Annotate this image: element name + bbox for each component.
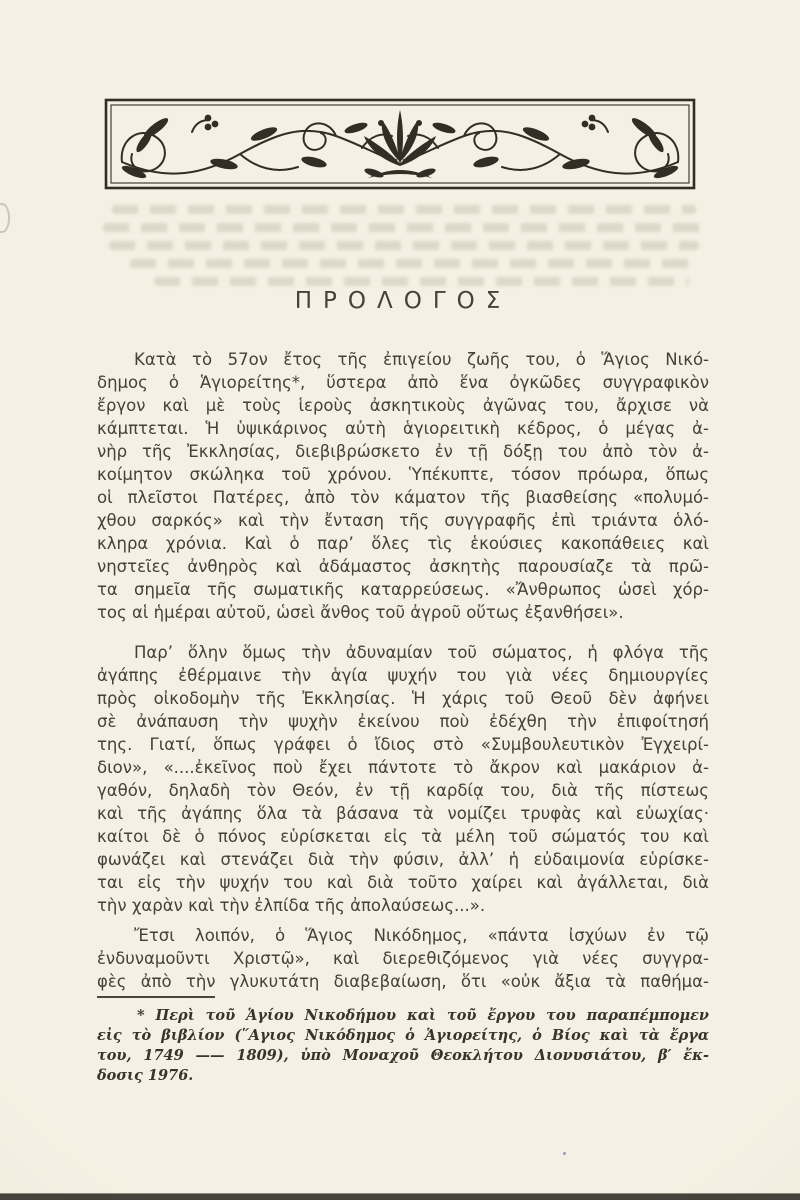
text-line: διον», «....ἐκεῖνος ποὺ ἔχει πάντοτε τὸ ἄκρον καὶ μακάριον ἀ- bbox=[97, 758, 709, 777]
text-line: κληρα χρόνια. Καὶ ὁ παρ’ ὅλες τὶς ἑκούσιες κακοπάθειες καὶ bbox=[97, 534, 709, 553]
binding-mark bbox=[0, 203, 10, 233]
text-line: σὲ ἀνάπαυση τὴν ψυχὴν ἐκείνου ποὺ ἐδέχθη τὴν ἐπιφοίτησή bbox=[97, 712, 709, 731]
showthrough-ghost-text bbox=[100, 205, 708, 297]
paragraph-1 bbox=[97, 348, 709, 624]
footnote-line: εἰς τὸ βιβλίον (῞Αγιος Νικόδημος ὁ Ἁγιορείτης, ὁ Βίος καὶ τὰ ἔργα bbox=[97, 1027, 709, 1044]
page-body bbox=[97, 348, 709, 993]
text-line: καίτοι δὲ ὁ πόνος εὑρίσκεται εἰς τὰ μέλη τοῦ σώματός του καὶ bbox=[97, 827, 709, 846]
text-line: δημος ὁ Ἁγιορείτης*, ὕστερα ἀπὸ ἕνα ὀγκῶδες συγγραφικὸν bbox=[97, 373, 709, 392]
footnote bbox=[97, 996, 709, 1086]
text-line: νηστεῖες ἀνθηρὸς καὶ ἀδάμαστος ἀσκητὴς παρουσίαζε τὰ πρῶ- bbox=[97, 557, 709, 576]
paragraph-3 bbox=[97, 924, 709, 993]
text-line: ἀγάπης ἐθέρμαινε τὴν ἁγία ψυχήν του γιὰ νέες δημιουργίες bbox=[97, 666, 709, 685]
footnote-line: δοσις 1976. bbox=[97, 1067, 194, 1084]
text-line: κοίμητον σκώληκα τοῦ χρόνου. Ὑπέκυπτε, τόσον πρόωρα, ὅπως bbox=[97, 465, 709, 484]
text-line: καὶ τῆς ἀγάπης ὅλα τὰ βάσανα τὰ νομίζει τρυφὰς καὶ εὐωχίας· bbox=[97, 804, 709, 823]
text-line: χθου σαρκός» καὶ τὴν ἔνταση τῆς συγγραφῆς ἐπὶ τριάντα ὁλό- bbox=[97, 511, 709, 530]
text-line: Κατὰ τὸ 57ον ἔτος τῆς ἐπιγείου ζωῆς του, ὁ Ἅγιος Νικό- bbox=[134, 350, 709, 369]
scan-edge-shadow bbox=[0, 1194, 800, 1200]
text-line: ἐνδυναμοῦντι Χριστῷ», καὶ διερεθιζόμενος γιὰ νέες συγγρα- bbox=[97, 949, 709, 968]
text-line: Παρ’ ὅλην ὅμως τὴν ἀδυναμίαν τοῦ σώματος, ἡ φλόγα τῆς bbox=[134, 643, 709, 662]
showthrough-line bbox=[109, 241, 699, 250]
text-line: Ἔτσι λοιπόν, ὁ Ἅγιος Νικόδημος, «πάντα ἰσχύων ἐν τῷ bbox=[134, 926, 709, 945]
page-title: ΠΡΟΛΟΓΟΣ bbox=[294, 288, 512, 314]
footnote-line: * Περὶ τοῦ Ἁγίου Νικοδήμου καὶ τοῦ ἔργου του παραπέμπομεν bbox=[137, 1007, 709, 1024]
ink-speck bbox=[563, 1152, 566, 1155]
headpiece-ornament bbox=[104, 98, 696, 190]
text-line: πρὸς οἰκοδομὴν τῆς Ἐκκλησίας. Ἡ χάρις τοῦ Θεοῦ δὲν ἀφήνει bbox=[97, 689, 709, 708]
showthrough-line bbox=[130, 259, 695, 268]
text-line: ἔργον καὶ μὲ τοὺς ἱεροὺς ἀσκητικοὺς ἀγῶνας του, ἄρχισε νὰ bbox=[97, 396, 709, 415]
showthrough-line bbox=[154, 277, 689, 286]
floral-vine-icon bbox=[104, 98, 696, 190]
showthrough-line bbox=[112, 205, 696, 214]
text-line: τὴν χαρὰν καὶ τὴν ἐλπίδα τῆς ἀπολαύσεως...». bbox=[97, 896, 486, 915]
footnote-line: του, 1749 —— 1809), ὑπὸ Μοναχοῦ Θεοκλήτου Διονυσιάτου, β′ ἔκ- bbox=[97, 1047, 709, 1064]
text-line: φὲς ἀπὸ τὴν γλυκυτάτη διαβεβαίωση, ὅτι «οὐκ ἄξια τὰ παθήμα- bbox=[97, 972, 709, 991]
text-line: τα σημεῖα τῆς σωματικῆς καταρρεύσεως. «Ἄνθρωπος ὡσεὶ χόρ- bbox=[97, 580, 709, 599]
text-line: της. Γιατί, ὅπως γράφει ὁ ἴδιος στὸ «Συμβουλευτικὸν Ἐγχειρί- bbox=[97, 735, 709, 754]
showthrough-line bbox=[103, 223, 705, 232]
footnote-divider bbox=[97, 996, 215, 998]
text-line: τος αἱ ἡμέραι αὐτοῦ, ὡσεὶ ἄνθος τοῦ ἀγροῦ οὕτως ἐξανθήσει». bbox=[97, 603, 624, 622]
central-palmette bbox=[363, 110, 436, 179]
paragraph-2 bbox=[97, 641, 709, 917]
text-line: ται εἰς τὴν ψυχήν του καὶ διὰ τοῦτο χαίρει καὶ ἀγάλλεται, διὰ bbox=[97, 873, 709, 892]
text-line: κάμπτεται. Ἡ ὑψικάρινος αὐτὴ ἁγιορειτικὴ κέδρος, ὁ μέγας ἀ- bbox=[97, 419, 709, 438]
text-line: φωνάζει καὶ στενάζει διὰ τὴν φύσιν, ἀλλ’ ἡ εὐδαιμονία εὑρίσκε- bbox=[97, 850, 709, 869]
text-line: οἱ πλεῖστοι Πατέρες, ἀπὸ τὸν κάματον τῆς βιασθείσης «πολυμό- bbox=[97, 488, 709, 507]
text-line: γαθόν, δηλαδὴ τὸν Θεόν, ἐν τῇ καρδίᾳ του, διὰ τῆς πίστεως bbox=[97, 781, 709, 800]
text-line: νὴρ τῆς Ἐκκλησίας, διεβιβρώσκετο ἐν τῇ δόξῃ του ἀπὸ τὸν ἀ- bbox=[97, 442, 709, 461]
